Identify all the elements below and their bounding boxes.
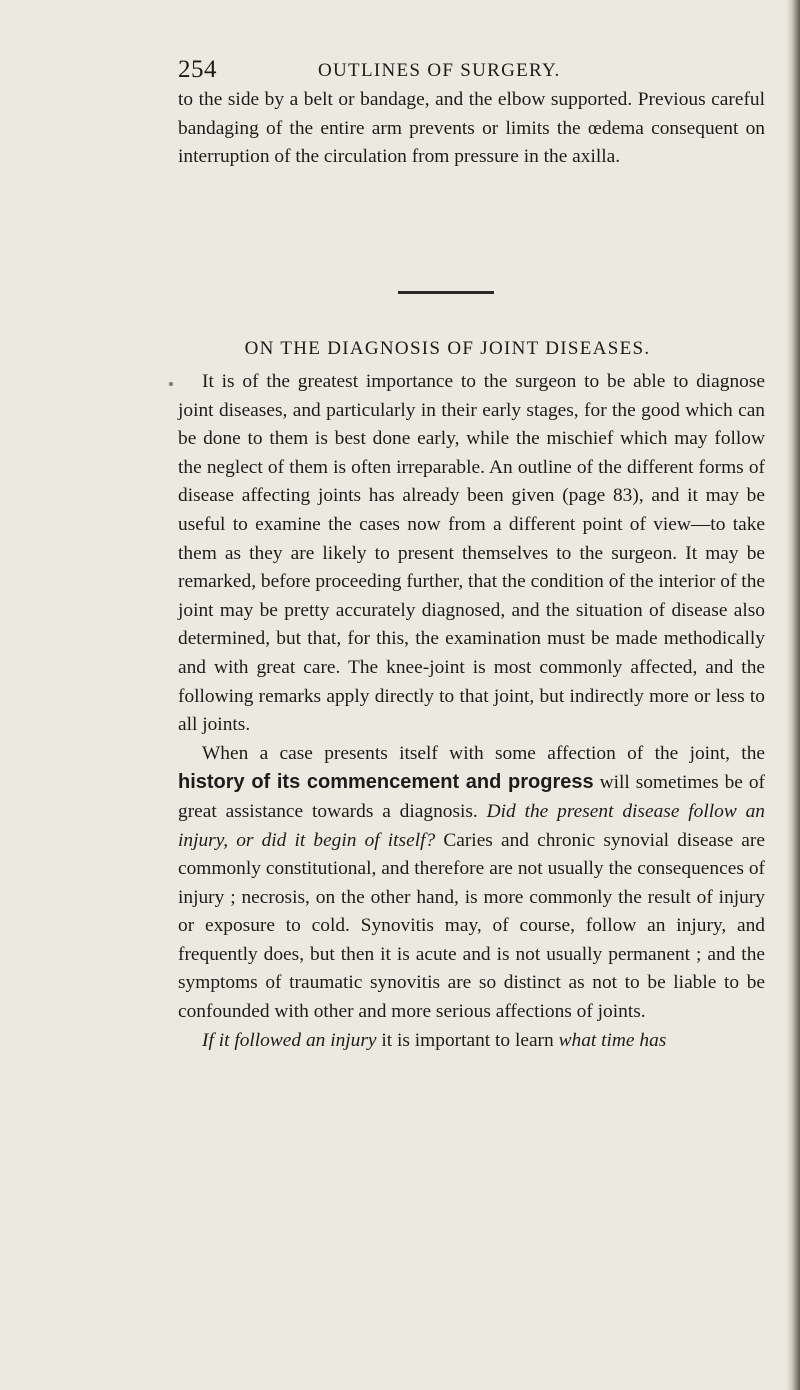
emphasis-history: history of its commencement and progress [178,771,594,794]
paragraph-2 [178,740,765,1027]
body-text [178,368,765,1055]
page-edge-shadow [786,0,800,1390]
paragraph-3-text: it is important to learn [381,1029,554,1051]
italic-tail: what time has [558,1029,667,1051]
continuation-paragraph [178,86,765,172]
italic-question: Did the present disease follow an injury, or did it begin of itself? [178,800,766,851]
margin-mark [169,382,173,386]
page-number: 254 [178,56,217,83]
paragraph-1: It is of the greatest importance to the surgeon to be able to diagnose joint diseases, and particularly in their early stages, for the good which can be done to them is best done early, while the mischief which may follow the neglect of them is often irreparable. An outline of the different forms of disease affecting joints has already been given (page 83), and it may be useful to examine the cases now from a different point of view—to take them as they are likely to present themselves to the surgeon. It may be remarked, before proceeding further, that the condition of the interior of the joint may be pretty accurately diagnosed, and the situation of disease also determined, but that, for this, the examination must be made methodically and with great care. The knee-joint is most commonly affected, and the following remarks apply directly to that joint, but indirectly more or less to all joints. [178,371,765,736]
italic-lead: If it followed an injury [202,1029,377,1051]
continuation-text: to the side by a belt or bandage, and the elbow supported. Previous careful bandaging of the entire arm prevents or limits the œdema consequent on interruption of the circulation from pressure in the axilla. [178,89,765,168]
section-title: ON THE DIAGNOSIS OF JOINT DISEASES. [244,338,651,359]
paragraph-3 [178,1027,765,1056]
paragraph-2-intro: When a case presents itself with some affection of the joint, the [202,742,765,764]
paragraph-2-body: Caries and chronic synovial disease are commonly constitutional, and therefore are not usually the consequences of injury ; necrosis, on the other hand, is more commonly the result of injury or exposure to cold. Synovitis may, of course, follow an injury, and frequently does, but then it is acute and is not usually permanent ; and the symptoms of traumatic synovitis are so distinct as not to be liable to be confounded with other and more serious affections of joints. [178,829,765,1023]
running-head: OUTLINES OF SURGERY. [318,60,561,81]
paragraph-2-continuation: will sometimes be of great assistance towards a diagnosis. [178,772,765,822]
section-divider [398,291,494,294]
